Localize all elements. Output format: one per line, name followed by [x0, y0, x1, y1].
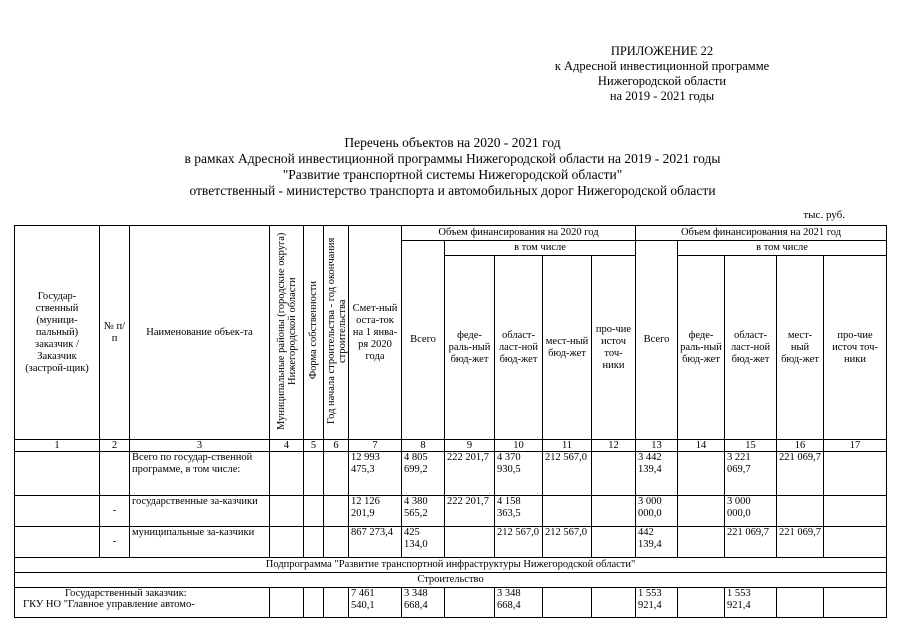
- cell-federal-2020: 222 201,7: [445, 452, 495, 496]
- customer-org: ГКУ НО "Главное управление автомо-: [23, 599, 195, 610]
- column-number-row: [15, 440, 887, 452]
- objects-table: [14, 225, 887, 618]
- cell-local-2020: 212 567,0: [543, 452, 592, 496]
- col-number: 17: [824, 440, 887, 452]
- cell-regional-2021: 1 553 921,4: [725, 588, 777, 618]
- cell-local-2020: 212 567,0: [543, 527, 592, 558]
- cell-regional-2020: 212 567,0: [495, 527, 543, 558]
- cell-total-2021: 3 442 139,4: [636, 452, 678, 496]
- col-number: 3: [130, 440, 270, 452]
- cell-total-2021: 3 000 000,0: [636, 496, 678, 527]
- col-number: 2: [100, 440, 130, 452]
- title-line-3: "Развитие транспортной системы Нижегородской области": [282, 167, 623, 182]
- cell-federal-2020: 222 201,7: [445, 496, 495, 527]
- customer-cell: [15, 588, 270, 618]
- cell-federal-2020: [445, 527, 495, 558]
- col-number: 14: [678, 440, 725, 452]
- cell-estimate: 12 993 475,3: [349, 452, 402, 496]
- appendix-line-2: к Адресной инвестиционной программе: [554, 59, 770, 73]
- cell-local-2021: 221 069,7: [777, 452, 824, 496]
- cell-regional-2021: 3 000 000,0: [725, 496, 777, 527]
- header-regional-2021: област-ласт-ной бюд-жет: [725, 256, 777, 440]
- col-number: 16: [777, 440, 824, 452]
- cell-total-2020: 4 805 699,2: [402, 452, 445, 496]
- appendix-line-3: Нижегородской области: [597, 74, 727, 88]
- appendix-line-1: ПРИЛОЖЕНИЕ 22: [610, 44, 714, 58]
- header-regional-2020: област-ласт-ной бюд-жет: [495, 256, 543, 440]
- header-object-name: Наименование объек-та: [130, 226, 270, 440]
- header-local-2020: мест-ный бюд-жет: [543, 256, 592, 440]
- cell-regional-2021: 221 069,7: [725, 527, 777, 558]
- cell-total-2020: 425 134,0: [402, 527, 445, 558]
- col-number: 13: [636, 440, 678, 452]
- header-estimate: Смет-ный оста-ток на 1 янва-ря 2020 года: [349, 226, 402, 440]
- col-number: 15: [725, 440, 777, 452]
- row-num: -: [100, 527, 130, 558]
- col-number: 4: [270, 440, 304, 452]
- appendix-line-4: на 2019 - 2021 годы: [609, 89, 715, 103]
- row-num: [100, 452, 130, 496]
- header-num: № п/п: [100, 226, 130, 440]
- cell-regional-2020: 4 158 363,5: [495, 496, 543, 527]
- header-customer: Государ-ственный (муници-пальный) заказчик / Заказчик (застрой-щик): [15, 226, 100, 440]
- section-construction: Строительство: [15, 573, 887, 588]
- cell-total-2021: 1 553 921,4: [636, 588, 678, 618]
- header-ownership: [304, 226, 324, 440]
- cell-total-2020: 3 348 668,4: [402, 588, 445, 618]
- row-name: государственные за-казчики: [130, 496, 270, 527]
- col-number: 8: [402, 440, 445, 452]
- cell-regional-2021: 3 221 069,7: [725, 452, 777, 496]
- header-fin-2020: Объем финансирования на 2020 год: [402, 226, 636, 241]
- row-num: -: [100, 496, 130, 527]
- table-row: [15, 588, 887, 618]
- header-ownership-text: Форма собственности: [308, 281, 319, 380]
- table-row: [15, 527, 887, 558]
- customer-label: Государственный заказчик:: [65, 588, 187, 599]
- col-number: 6: [324, 440, 349, 452]
- appendix-block: [497, 44, 827, 104]
- title-line-2: в рамках Адресной инвестиционной программы Нижегородской области на 2019 - 2021 годы: [184, 151, 721, 166]
- subprogram-title: Подпрограмма "Развитие транспортной инфраструктуры Нижегородской области": [15, 558, 887, 573]
- header-other-2020: про-чие источ точ-ники: [592, 256, 636, 440]
- cell-estimate: 867 273,4: [349, 527, 402, 558]
- header-years-text: Год начала строительства - год окончания строительства: [326, 237, 348, 424]
- header-federal-2021: феде-раль-ный бюд-жет: [678, 256, 725, 440]
- header-incl-2020: в том числе: [445, 241, 636, 256]
- col-number: 10: [495, 440, 543, 452]
- table-row: [15, 496, 887, 527]
- title-line-4: ответственный - министерство транспорта и автомобильных дорог Нижегородской области: [189, 183, 716, 198]
- cell-local-2021: [777, 496, 824, 527]
- cell-local-2021: 221 069,7: [777, 527, 824, 558]
- row-name: муниципальные за-казчики: [130, 527, 270, 558]
- cell-total-2021: 442 139,4: [636, 527, 678, 558]
- header-municipal: [270, 226, 304, 440]
- col-number: 1: [15, 440, 100, 452]
- cell-estimate: 12 126 201,9: [349, 496, 402, 527]
- col-number: 5: [304, 440, 324, 452]
- col-number: 7: [349, 440, 402, 452]
- cell-local-2020: [543, 496, 592, 527]
- header-other-2021: про-чие источ точ-ники: [824, 256, 887, 440]
- title-line-1: Перечень объектов на 2020 - 2021 год: [344, 135, 561, 150]
- cell-total-2020: 4 380 565,2: [402, 496, 445, 527]
- document-title: [0, 135, 905, 199]
- row-name: Всего по государ-ственной программе, в том числе:: [130, 452, 270, 496]
- header-municipal-text: Муниципальные районы (городские округа) Нижегородской области: [275, 231, 298, 430]
- cell-regional-2020: 4 370 930,5: [495, 452, 543, 496]
- units-label: тыс. руб.: [803, 209, 845, 221]
- col-number: 11: [543, 440, 592, 452]
- header-local-2021: мест-ный бюд-жет: [777, 256, 824, 440]
- table-row: [15, 452, 887, 496]
- col-number: 12: [592, 440, 636, 452]
- col-number: 9: [445, 440, 495, 452]
- cell-regional-2020: 3 348 668,4: [495, 588, 543, 618]
- header-federal-2020: феде-раль-ный бюд-жет: [445, 256, 495, 440]
- header-fin-2021: Объем финансирования на 2021 год: [636, 226, 887, 241]
- header-total-2021: Всего: [636, 241, 678, 440]
- cell-estimate: 7 461 540,1: [349, 588, 402, 618]
- header-total-2020: Всего: [402, 241, 445, 440]
- header-years: [324, 226, 349, 440]
- header-incl-2021: в том числе: [678, 241, 887, 256]
